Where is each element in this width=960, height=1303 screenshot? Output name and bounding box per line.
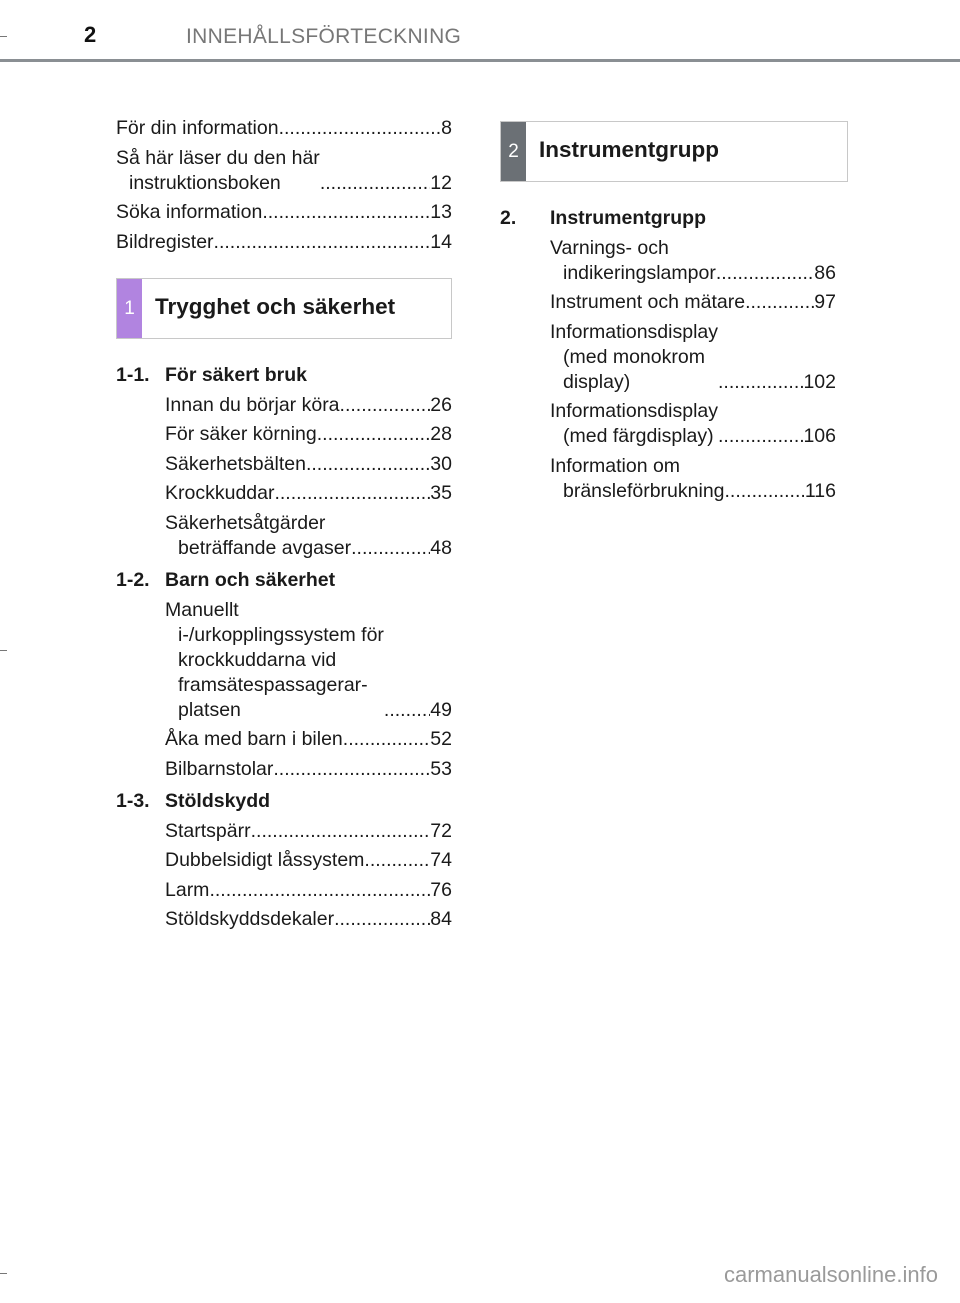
section-heading[interactable] (116, 363, 452, 388)
section-title: Barn och säkerhet (165, 569, 336, 591)
toc-entry[interactable] (116, 230, 452, 255)
toc-entry[interactable] (550, 320, 836, 395)
toc-entry[interactable] (165, 511, 452, 561)
toc-entry-page: 12 (430, 171, 452, 194)
chapter-1-banner[interactable] (116, 278, 452, 339)
toc-entry[interactable] (165, 422, 452, 447)
toc-entry-page: 26 (430, 393, 452, 416)
toc-entry-label: Dubbelsidigt låssystem (165, 849, 365, 871)
dot-leader (364, 848, 430, 873)
toc-entry-label: Information om bränsleförbrukning (550, 454, 725, 502)
toc-entry-page: 8 (441, 117, 452, 139)
toc-entry[interactable] (116, 146, 452, 196)
dot-leader (273, 757, 430, 782)
toc-entry[interactable] (550, 290, 836, 315)
toc-entry-page: 97 (814, 291, 836, 313)
toc-entry[interactable] (116, 200, 452, 225)
dot-leader (320, 171, 430, 196)
section-entries (500, 236, 836, 504)
toc-entry-label: Säkerhetsåtgärder beträffande avgaser (165, 511, 352, 559)
chapter-1-sections (116, 363, 452, 940)
toc-entry-label: Säkerhetsbälten (165, 452, 306, 475)
toc-entry-page: 30 (430, 452, 452, 475)
toc-entry-label: Informationsdisplay (med färgdisplay) (550, 400, 718, 447)
dot-leader (718, 424, 803, 449)
toc-entry[interactable] (116, 116, 452, 141)
section-title: För säkert bruk (165, 364, 307, 386)
toc-entry-page: 53 (430, 757, 452, 780)
section-number: 1-3. (116, 790, 150, 812)
header-divider (0, 59, 960, 62)
toc-entry[interactable] (165, 452, 452, 477)
toc-entry[interactable] (165, 727, 452, 752)
toc-entry[interactable] (165, 598, 452, 723)
section-number: 1-1. (116, 364, 150, 386)
section-number: 2. (500, 207, 517, 229)
watermark: carmanualsonline.info (723, 1262, 938, 1287)
dot-leader (334, 907, 430, 932)
section-entries (116, 819, 452, 933)
toc-entry-label: Bildregister (116, 230, 214, 253)
section-number: 1-2. (116, 569, 150, 591)
dot-leader (274, 481, 430, 506)
toc-entry-page: 76 (430, 878, 452, 901)
toc-entry-page: 52 (430, 728, 452, 750)
crop-mark (0, 650, 7, 651)
dot-leader (214, 230, 431, 255)
dot-leader (209, 878, 430, 903)
toc-entry-page: 28 (430, 423, 452, 445)
page-header (0, 0, 960, 64)
dot-leader (716, 261, 814, 286)
dot-leader (340, 393, 431, 418)
left-column (116, 116, 452, 940)
front-matter-list (116, 116, 452, 255)
toc-entry-label: Så här läser du den här instruktionsboken (116, 146, 320, 194)
toc-entry[interactable] (165, 848, 452, 873)
toc-entry-page: 74 (430, 849, 452, 871)
toc-entry-page: 13 (430, 201, 452, 223)
toc-entry-label: Krockkuddar (165, 482, 275, 504)
toc-entry[interactable] (165, 393, 452, 418)
dot-leader (279, 116, 442, 141)
crop-mark (0, 1273, 7, 1274)
section-heading[interactable] (500, 206, 836, 231)
toc-entry-label: Åka med barn i bilen (165, 728, 343, 750)
toc-entry[interactable] (165, 907, 452, 932)
dot-leader (718, 370, 803, 395)
chapter-2-sections (500, 206, 836, 511)
toc-entry-page: 48 (430, 536, 452, 559)
section-title: Instrumentgrupp (550, 207, 706, 229)
chapter-2-banner[interactable] (500, 121, 848, 182)
header-title: INNEHÅLLSFÖRTECKNING (186, 25, 462, 48)
crop-mark (0, 36, 7, 37)
section-heading[interactable] (116, 568, 452, 593)
dot-leader (725, 479, 805, 504)
dot-leader (384, 698, 430, 723)
toc-entry[interactable] (165, 819, 452, 844)
toc-entry-label: Larm (165, 878, 210, 901)
section-entries (116, 393, 452, 561)
toc-entry-label: Manuellt i-/urkopplingssystem för krockkuddarna vid framsätespassagerar- platsen (165, 598, 384, 721)
section-entries (116, 598, 452, 782)
toc-entry-page: 35 (430, 482, 452, 504)
toc-entry-label: Stöldskyddsdekaler (165, 908, 335, 930)
toc-entry-page: 86 (814, 261, 836, 284)
chapter-2-title: Instrumentgrupp (539, 137, 719, 162)
toc-entry-page: 49 (430, 698, 452, 721)
dot-leader (306, 452, 430, 477)
right-column (500, 121, 836, 511)
toc-entry-label: Söka information (116, 201, 263, 223)
page-number: 2 (84, 22, 97, 47)
toc-entry-page: 116 (804, 479, 836, 502)
section-title: Stöldskydd (165, 790, 271, 812)
toc-entry[interactable] (165, 757, 452, 782)
toc-entry-label: Startspärr (165, 819, 251, 842)
toc-entry[interactable] (550, 399, 836, 449)
toc-entry-page: 84 (430, 908, 452, 930)
toc-entry-label: Varnings- och indikeringslampor (550, 236, 716, 284)
dot-leader (351, 536, 430, 561)
toc-entry-label: Innan du börjar köra (165, 393, 340, 416)
toc-entry-page: 14 (430, 230, 452, 253)
toc-entry[interactable] (165, 481, 452, 506)
dot-leader (745, 290, 814, 315)
toc-entry-label: Informationsdisplay (med monokrom display) (550, 320, 718, 393)
toc-entry[interactable] (550, 454, 836, 504)
toc-entry-page: 106 (803, 425, 836, 447)
toc-entry[interactable] (165, 878, 452, 903)
toc-entry-page: 102 (803, 370, 836, 393)
toc-entry-label: För säker körning (165, 423, 317, 445)
toc-entry-page: 72 (430, 819, 452, 842)
dot-leader (317, 422, 431, 447)
section-heading[interactable] (116, 789, 452, 814)
chapter-1-title: Trygghet och säkerhet (155, 294, 396, 319)
dot-leader (262, 200, 430, 225)
toc-entry-label: Bilbarnstolar (165, 757, 274, 780)
toc-entry-label: För din information (116, 117, 279, 139)
dot-leader (251, 819, 431, 844)
toc-entry[interactable] (550, 236, 836, 286)
toc-entry-label: Instrument och mätare (550, 291, 746, 313)
chapter-2-number: 2 (501, 122, 526, 181)
dot-leader (343, 727, 431, 752)
chapter-1-number: 1 (117, 279, 142, 338)
